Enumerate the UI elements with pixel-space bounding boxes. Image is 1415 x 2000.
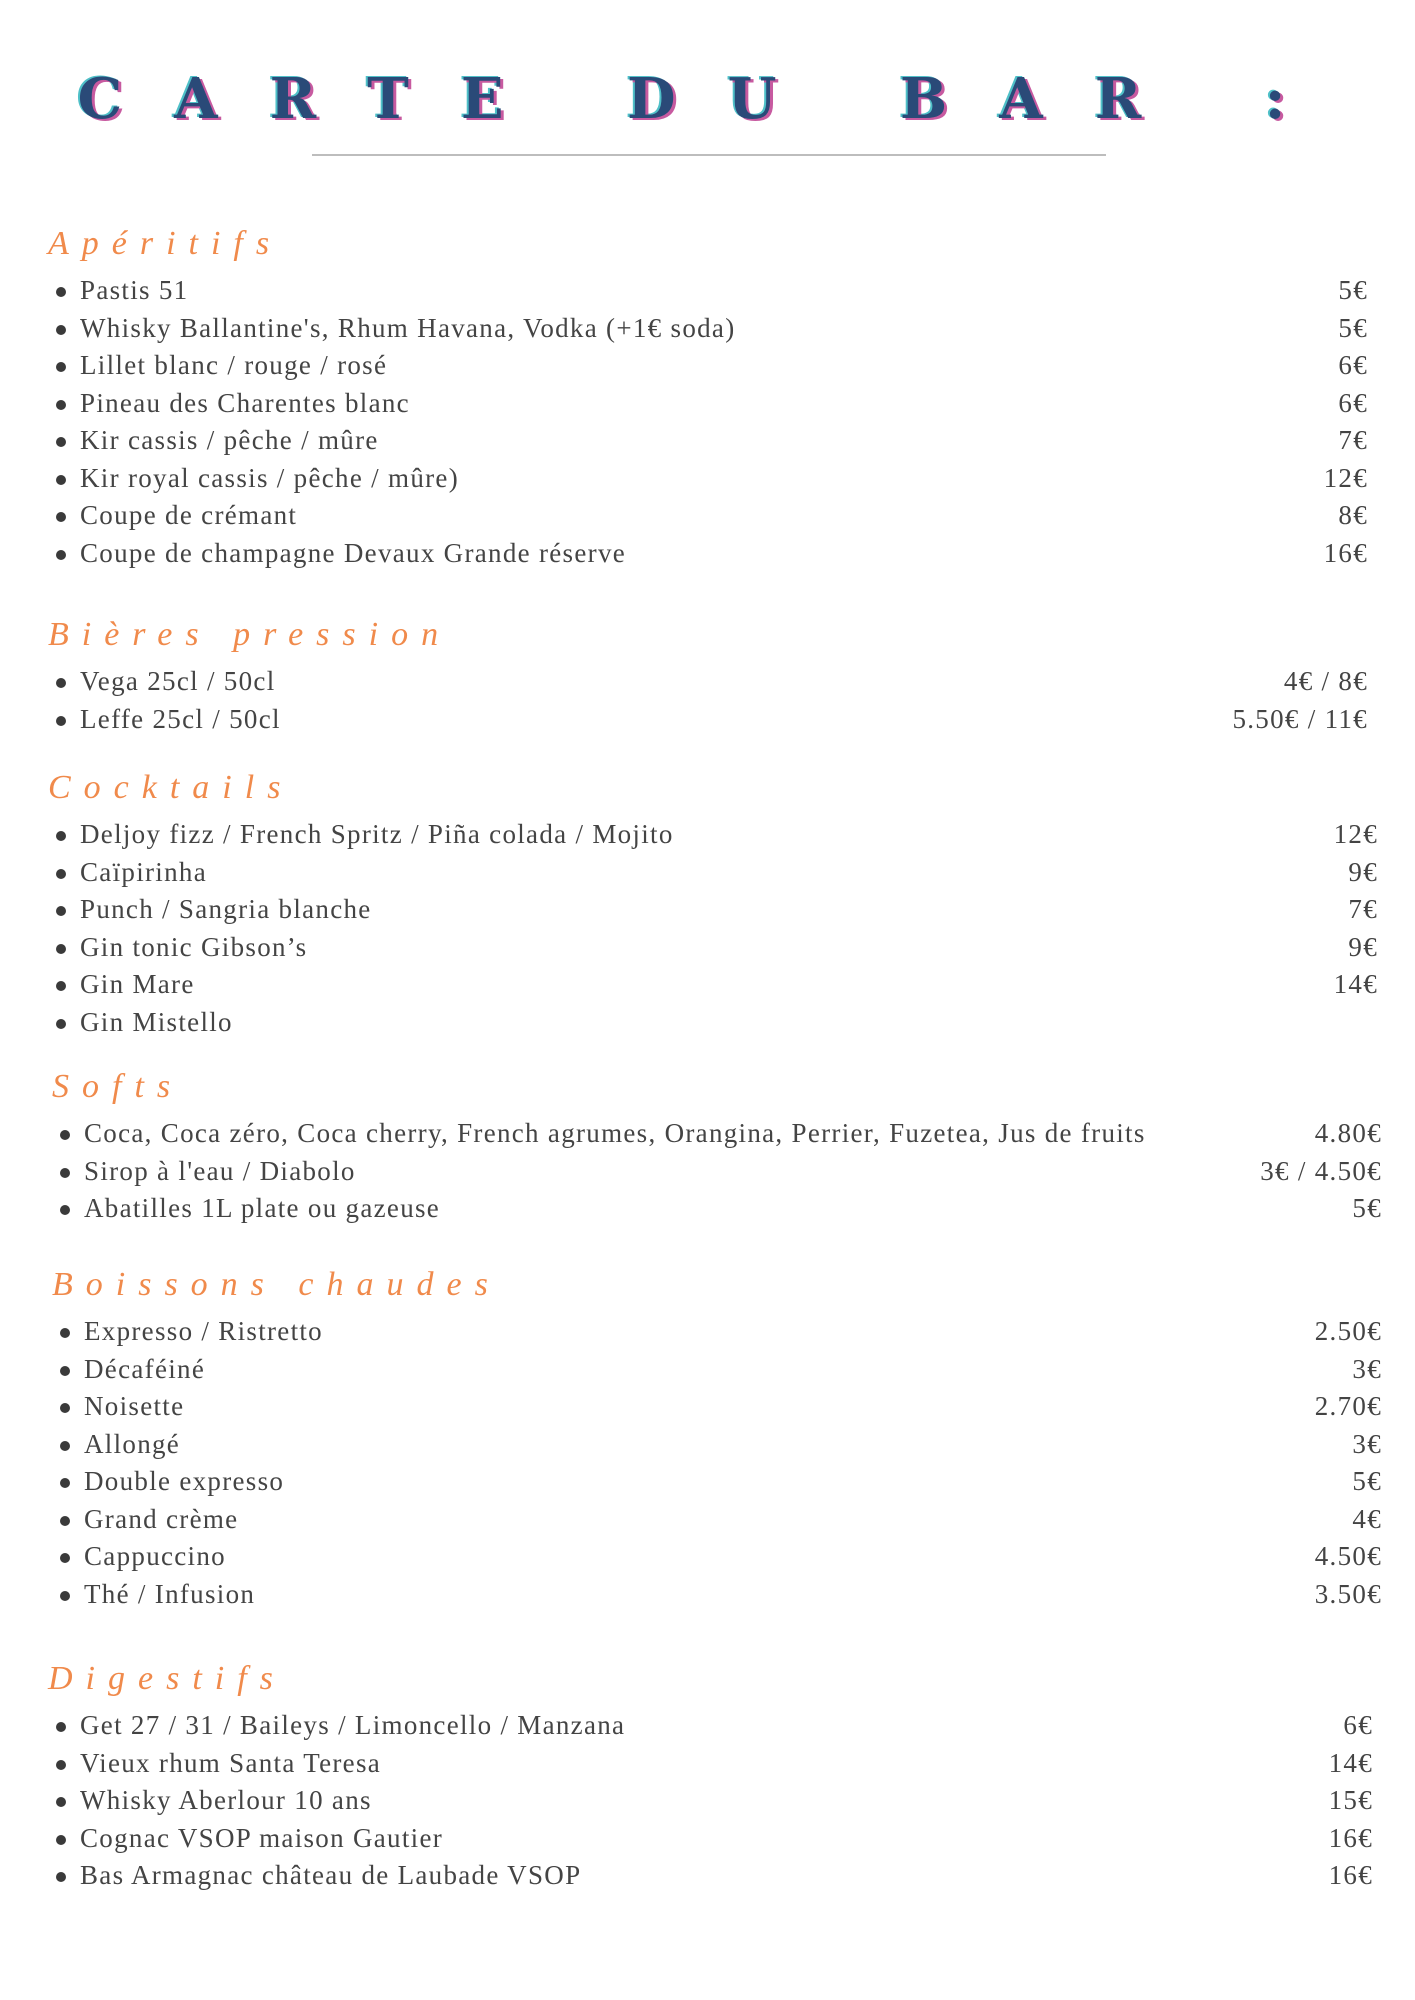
item-name: Gin Mare	[80, 969, 195, 999]
bullet-icon	[56, 678, 66, 688]
bullet-icon	[60, 1591, 70, 1601]
item-name: Vieux rhum Santa Teresa	[80, 1747, 382, 1778]
bullet-icon	[60, 1403, 70, 1413]
item-price: 16€	[1328, 1822, 1373, 1853]
bullet-icon	[60, 1478, 70, 1488]
item-name: Pineau des Charentes blanc	[80, 387, 410, 418]
item-price: 7€	[1348, 894, 1378, 924]
section-aperitifs	[48, 222, 1415, 572]
menu-item	[52, 1538, 1415, 1576]
item-list	[52, 1313, 1415, 1613]
item-list	[48, 663, 1415, 738]
item-price: 3.50€	[1314, 1578, 1382, 1609]
bullet-icon	[56, 512, 66, 522]
menu-item	[48, 929, 1415, 967]
section-cocktails	[48, 766, 1415, 1041]
section-title: Boissons chaudes	[52, 1266, 501, 1303]
menu-item	[48, 854, 1415, 892]
item-price: 6€	[1338, 350, 1368, 380]
bullet-icon	[60, 1130, 70, 1140]
menu-item	[52, 1190, 1415, 1228]
bullet-icon	[56, 1872, 66, 1882]
item-list	[52, 1115, 1415, 1228]
bullet-icon	[60, 1168, 70, 1178]
item-name: Whisky Ballantine's, Rhum Havana, Vodka (+1€ soda)	[80, 312, 736, 343]
section-bieres-pression	[48, 613, 1415, 738]
menu-item	[48, 701, 1415, 739]
item-price: 15€	[1328, 1785, 1373, 1815]
bullet-icon	[60, 1205, 70, 1215]
section-boissons-chaudes	[52, 1263, 1415, 1613]
bullet-icon	[60, 1516, 70, 1526]
item-price: 5€	[1338, 312, 1368, 343]
item-name: Gin Mistello	[80, 1006, 233, 1037]
item-name: Cappuccino	[84, 1541, 226, 1571]
bullet-icon	[56, 831, 66, 841]
item-name: Bas Armagnac château de Laubade VSOP	[80, 1860, 582, 1890]
title-divider	[312, 154, 1106, 156]
bullet-icon	[56, 325, 66, 335]
item-name: Expresso / Ristretto	[84, 1316, 323, 1346]
item-name: Coupe de crémant	[80, 500, 298, 530]
item-name: Pastis 51	[80, 275, 189, 305]
item-price: 5€	[1352, 1193, 1382, 1223]
menu-item	[48, 1782, 1415, 1820]
item-price: 14€	[1333, 969, 1378, 999]
item-name: Get 27 / 31 / Baileys / Limoncello / Manzana	[80, 1710, 626, 1740]
bullet-icon	[60, 1441, 70, 1451]
bullet-icon	[56, 716, 66, 726]
item-price: 7€	[1338, 425, 1368, 455]
item-price: 16€	[1328, 1860, 1373, 1890]
item-name: Leffe 25cl / 50cl	[80, 703, 281, 734]
item-name: Double expresso	[84, 1466, 285, 1496]
menu-item	[52, 1426, 1415, 1464]
menu-item	[52, 1576, 1415, 1614]
item-name: Caïpirinha	[80, 856, 207, 887]
menu-item	[48, 966, 1415, 1004]
item-name: Coca, Coca zéro, Coca cherry, French agrumes, Orangina, Perrier, Fuzetea, Jus de fruits	[84, 1118, 1146, 1148]
menu-item	[52, 1463, 1415, 1501]
menu-item	[48, 816, 1415, 854]
bullet-icon	[56, 906, 66, 916]
item-name: Deljoy fizz / French Spritz / Piña colada / Mojito	[80, 819, 674, 849]
item-name: Cognac VSOP maison Gautier	[80, 1822, 444, 1853]
menu-item	[52, 1313, 1415, 1351]
menu-item	[48, 535, 1415, 573]
item-price: 6€	[1343, 1710, 1373, 1740]
menu-item	[48, 1857, 1415, 1895]
bullet-icon	[56, 1722, 66, 1732]
item-name: Vega 25cl / 50cl	[80, 666, 276, 696]
item-price: 4.80€	[1314, 1118, 1382, 1148]
bullet-icon	[56, 1019, 66, 1029]
item-name: Kir royal cassis / pêche / mûre)	[80, 462, 459, 493]
item-price: 9€	[1348, 856, 1378, 887]
item-price: 3€	[1352, 1428, 1382, 1459]
section-title: Apéritifs	[48, 225, 283, 262]
item-price: 5€	[1352, 1466, 1382, 1496]
item-list	[48, 272, 1415, 572]
section-title: Softs	[52, 1068, 184, 1105]
item-price: 14€	[1328, 1747, 1373, 1778]
item-price: 4.50€	[1314, 1541, 1382, 1571]
item-price: 4€	[1352, 1503, 1382, 1534]
menu-item	[48, 1820, 1415, 1858]
menu-item	[48, 891, 1415, 929]
menu-item	[48, 272, 1415, 310]
page-title: CARTE DU BAR :	[77, 66, 1338, 132]
bullet-icon	[56, 981, 66, 991]
menu-item	[48, 347, 1415, 385]
bullet-icon	[56, 1797, 66, 1807]
item-name: Thé / Infusion	[84, 1578, 256, 1609]
bullet-icon	[56, 550, 66, 560]
bullet-icon	[60, 1328, 70, 1338]
item-price: 6€	[1338, 387, 1368, 418]
item-name: Punch / Sangria blanche	[80, 894, 372, 924]
menu-item	[52, 1388, 1415, 1426]
menu-item	[48, 310, 1415, 348]
item-price: 12€	[1333, 819, 1378, 849]
item-price: 5.50€ / 11€	[1232, 703, 1368, 734]
item-price: 3€ / 4.50€	[1260, 1155, 1382, 1186]
menu-item	[48, 385, 1415, 423]
item-name: Allongé	[84, 1428, 181, 1459]
item-name: Coupe de champagne Devaux Grande réserve	[80, 537, 627, 568]
item-price: 4€ / 8€	[1283, 666, 1368, 696]
menu-item	[48, 422, 1415, 460]
menu-item	[48, 1707, 1415, 1745]
menu-item	[52, 1351, 1415, 1389]
item-name: Lillet blanc / rouge / rosé	[80, 350, 388, 380]
bullet-icon	[60, 1553, 70, 1563]
bullet-icon	[56, 362, 66, 372]
bullet-icon	[56, 287, 66, 297]
item-price: 2.50€	[1314, 1316, 1382, 1346]
item-price: 3€	[1352, 1353, 1382, 1384]
menu-item	[52, 1115, 1415, 1153]
section-title: Bières pression	[48, 616, 452, 653]
item-name: Abatilles 1L plate ou gazeuse	[84, 1193, 441, 1223]
menu-item	[52, 1501, 1415, 1539]
section-digestifs	[48, 1657, 1415, 1895]
menu-item	[48, 497, 1415, 535]
item-price: 5€	[1338, 275, 1368, 305]
menu-item	[48, 663, 1415, 701]
item-name: Kir cassis / pêche / mûre	[80, 425, 379, 455]
item-name: Décaféiné	[84, 1353, 206, 1384]
item-list	[48, 816, 1415, 1041]
item-name: Whisky Aberlour 10 ans	[80, 1785, 372, 1815]
bullet-icon	[56, 944, 66, 954]
item-name: Gin tonic Gibson’s	[80, 931, 308, 962]
section-title: Cocktails	[48, 769, 294, 806]
item-name: Sirop à l'eau / Diabolo	[84, 1155, 356, 1186]
item-name: Noisette	[84, 1391, 185, 1421]
section-softs	[52, 1065, 1415, 1228]
item-price: 2.70€	[1314, 1391, 1382, 1421]
bullet-icon	[56, 400, 66, 410]
menu-item	[48, 1004, 1415, 1042]
menu-item	[52, 1153, 1415, 1191]
bullet-icon	[56, 1835, 66, 1845]
item-price: 12€	[1323, 462, 1368, 493]
bullet-icon	[56, 869, 66, 879]
item-list	[48, 1707, 1415, 1895]
item-name: Grand crème	[84, 1503, 239, 1534]
menu-item	[48, 1745, 1415, 1783]
item-price: 9€	[1348, 931, 1378, 962]
item-price: 16€	[1323, 537, 1368, 568]
bullet-icon	[56, 437, 66, 447]
bullet-icon	[56, 1760, 66, 1770]
item-price: 8€	[1338, 500, 1368, 530]
bullet-icon	[56, 475, 66, 485]
menu-item	[48, 460, 1415, 498]
bullet-icon	[60, 1366, 70, 1376]
section-title: Digestifs	[48, 1660, 286, 1697]
